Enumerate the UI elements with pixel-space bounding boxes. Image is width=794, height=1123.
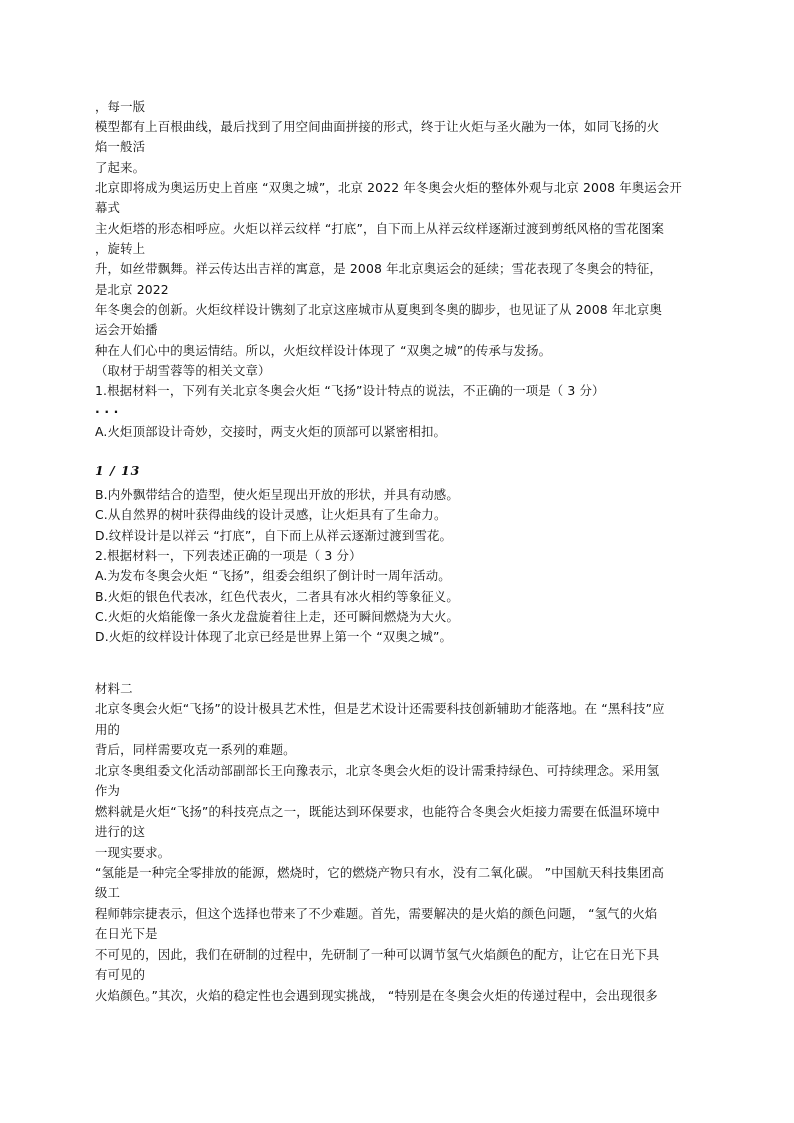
page-number: 1 / 13 [95, 463, 141, 478]
text-line: 燃料就是火炬“飞扬”的科技亮点之一，既能达到环保要求，也能符合冬奥会火炬接力需要在低温环境中 [95, 804, 660, 819]
text-line: 级工 [95, 885, 121, 900]
question-1-stem: 1.根据材料一，下列有关北京冬奥会火炬 “飞扬”设计特点的说法，不正确的一项是（ 3 分） [95, 383, 605, 398]
text-line: ，每一版 [95, 99, 146, 114]
option-c: C.火炬的火焰能像一条火龙盘旋着往上走，还可瞬间燃烧为大火。 [95, 609, 460, 624]
text-line: 用的 [95, 722, 121, 737]
text-line: 北京冬奥会火炬“飞扬”的设计极具艺术性，但是艺术设计还需要科技创新辅助才能落地。在 “黑科技”应 [95, 701, 665, 716]
text-line: 背后，同样需要攻克一系列的难题。 [95, 742, 296, 757]
option-b: B.火炬的银色代表冰，红色代表火，二者具有冰火相约等象征义。 [95, 589, 459, 604]
emphasis-dots: · · · [95, 404, 119, 419]
text-line: 是北京 2022 [95, 282, 169, 297]
text-line: 焰一般活 [95, 139, 146, 154]
text-line: 北京即将成为奥运历史上首座 “双奥之城”，北京 2022 年冬奥会火炬的整体外观与北京 2008 年奥运会开 [95, 180, 682, 195]
source-note: （取材于胡雪蓉等的相关文章） [95, 363, 271, 378]
text-line: ，旋转上 [95, 241, 146, 256]
text-line: “氢能是一种完全零排放的能源，燃烧时，它的燃烧产物只有水，没有二氧化碳。 ”中国航天科技集团高 [95, 865, 665, 880]
text-line: 火焰颜色。”其次，火焰的稳定性也会遇到现实挑战， “特别是在冬奥会火炬的传递过程中，会出现很多 [95, 988, 658, 1003]
text-line: 作为 [95, 783, 121, 798]
text-line: 程师韩宗捷表示，但这个选择也带来了不少难题。首先，需要解决的是火焰的颜色问题， “氢气的火焰 [95, 906, 658, 921]
text-line: 主火炬塔的形态相呼应。火炬以祥云纹样 “打底”，自下而上从祥云纹样逐渐过渡到剪纸风格的雪花图案 [95, 221, 665, 236]
text-line: 北京冬奥组委文化活动部副部长王向豫表示，北京冬奥会火炬的设计需秉持绿色、可持续理念。采用氢 [95, 763, 660, 778]
text-line: 进行的这 [95, 824, 146, 839]
text-line: 模型都有上百根曲线，最后找到了用空间曲面拼接的形式，终于让火炬与圣火融为一体，如同飞扬的火 [95, 119, 660, 134]
option-d: D.火炬的纹样设计体现了北京已经是世界上第一个 “双奥之城”。 [95, 629, 453, 644]
option-a: A.为发布冬奥会火炬 “飞扬”，组委会组织了倒计时一周年活动。 [95, 568, 451, 583]
text-line: 不可见的，因此，我们在研制的过程中，先研制了一种可以调节氢气火焰颜色的配方，让它在日光下具 [95, 947, 660, 962]
option-a: A.火炬顶部设计奇妙，交接时，两支火炬的顶部可以紧密相扣。 [95, 424, 447, 439]
text-line: 种在人们心中的奥运情结。所以，火炬纹样设计体现了 “双奥之城”的传承与发扬。 [95, 343, 552, 358]
question-2-stem: 2.根据材料一，下列表述正确的一项是（ 3 分） [95, 548, 362, 563]
text-line: 升，如丝带飘舞。祥云传达出吉祥的寓意，是 2008 年北京奥运会的延续；雪花表现了冬奥会的特征， [95, 261, 663, 276]
text-line: 年冬奥会的创新。火炬纹样设计镌刻了北京这座城市从夏奥到冬奥的脚步，也见证了从 2008 年北京奥 [95, 302, 663, 317]
option-c: C.从自然界的树叶获得曲线的设计灵感，让火炬具有了生命力。 [95, 507, 447, 522]
section-heading: 材料二 [95, 681, 133, 696]
text-line: 一现实要求。 [95, 845, 171, 860]
text-line: 了起来。 [95, 160, 146, 175]
option-b: B.内外飘带结合的造型，使火炬呈现出开放的形状，并具有动感。 [95, 487, 459, 502]
text-line: 幕式 [95, 200, 121, 215]
text-line: 运会开始播 [95, 322, 158, 337]
option-d: D.纹样设计是以祥云 “打底”，自下而上从祥云逐渐过渡到雪花。 [95, 528, 453, 543]
text-line: 在日光下是 [95, 926, 158, 941]
text-line: 有可见的 [95, 967, 146, 982]
